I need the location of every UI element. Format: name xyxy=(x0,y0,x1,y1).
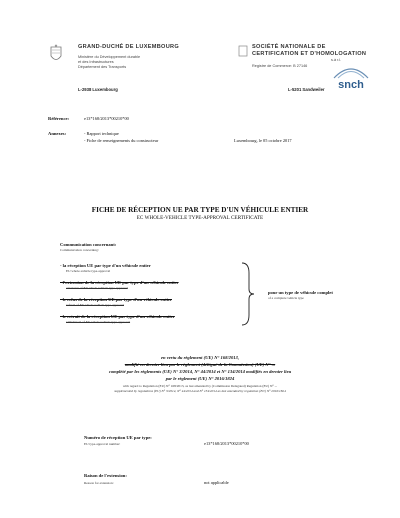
right-address: L-5201 Sandweiler xyxy=(288,87,325,92)
regulation-line-6: supplemented by regulations (EU) N° 3/2014, N° 44/2014 and N° 134/2014 as last amended by regulation (EU) N° 2016/1824 xyxy=(114,389,286,393)
luxembourg-coat-of-arms-icon xyxy=(49,44,63,64)
option-withdrawal: - le retrait de la réception UE par type d'un véhicule entier xyxy=(60,314,175,319)
country-title: GRAND-DUCHÉ DE LUXEMBOURG xyxy=(78,44,180,50)
approval-number-label: Numéro de réception UE par type: xyxy=(84,435,152,440)
left-address: L-2938 Luxembourg xyxy=(78,87,118,92)
regulation-line-1: en vertu du règlement (UE) N° 168/2013, xyxy=(160,355,239,360)
snch-logo xyxy=(330,62,372,92)
option-approval-en: EU whole-vehicle type-approval xyxy=(66,269,111,273)
reference-value: e13*168/2013*00210*00 xyxy=(84,116,129,121)
certificate-title: FICHE DE RÉCEPTION UE PAR TYPE D'UN VÉHICULE ENTIER xyxy=(91,206,309,214)
reference-label: Référence: xyxy=(48,116,70,121)
ministry-line-3: Département des Transports xyxy=(78,65,127,69)
certificate-subtitle: EC WHOLE-VEHICLE TYPE-APPROVAL CERTIFICATE xyxy=(136,215,264,221)
option-extension-en: extension of EU whole-vehicle type-approval xyxy=(66,286,128,290)
annex-item-2: - Fiche de renseignements du constructeur xyxy=(84,138,159,143)
communication-label: Communication concernant: xyxy=(60,242,117,247)
option-refusal-en: refusal of EU whole-vehicle type-approval xyxy=(66,303,124,307)
snch-title-line-1: SOCIÉTÉ NATIONALE DE xyxy=(252,44,326,50)
approval-number-value: e13*168/2013*00210*00 xyxy=(204,441,249,446)
extension-reason-label: Raison de l'extension: xyxy=(84,473,127,478)
communication-label-en: Communication concerning: xyxy=(60,248,99,252)
regulation-line-3: complété par les règlements (UE) N° 3/2014, N° 44/2014 et N° 134/2014 modifiés en dernier lieu xyxy=(108,369,292,374)
annex-item-1: - Rapport technique xyxy=(84,131,119,136)
regulation-line-2: modifié en dernier lieu par le règlement (délégué de la Commission) (UE) N° ... xyxy=(124,362,276,367)
option-refusal: - le refus de la réception UE par type d'un véhicule entier xyxy=(60,297,172,302)
ministry-line-2: et des Infrastructures xyxy=(78,60,114,64)
approval-number-label-en: EU type-approval number: xyxy=(84,442,121,446)
snch-logo-text: snch xyxy=(338,79,364,91)
ministry-line-1: Ministère du Développement durable xyxy=(78,55,141,59)
snch-mark-icon xyxy=(238,45,248,57)
annexes-label: Annexes: xyxy=(48,131,67,136)
place-date: Luxembourg, le 05 octobre 2017 xyxy=(234,138,292,143)
option-extension: - l'extension de la réception UE par type d'un véhicule entier xyxy=(60,280,179,285)
option-approval: - la réception UE par type d'un véhicule entier xyxy=(60,263,151,268)
vehicle-type-label-en: of a complete vehicle type xyxy=(268,296,304,300)
vehicle-type-label: pour un type de véhicule complet xyxy=(268,290,333,295)
extension-reason-value: not applicable xyxy=(204,480,229,485)
snch-registry: Registre de Commerce: B 27146 xyxy=(252,64,308,68)
option-withdrawal-en: withdrawal of EU whole-vehicle type-approval xyxy=(66,320,131,324)
extension-reason-label-en: Reason for extension: xyxy=(84,481,114,485)
snch-title-line-2: CERTIFICATION ET D'HOMOLOGATION xyxy=(252,51,367,57)
options-brace xyxy=(240,261,256,327)
snch-legal-form: s.à r.l. xyxy=(331,58,342,62)
regulation-line-5: with regard to Regulation (EU) N° 168/2013, as last amended by (Commission Delegated) Regulation (EU) N° ... xyxy=(122,384,278,388)
regulation-line-4: par le règlement (UE) N° 2016/1824 xyxy=(165,376,235,381)
